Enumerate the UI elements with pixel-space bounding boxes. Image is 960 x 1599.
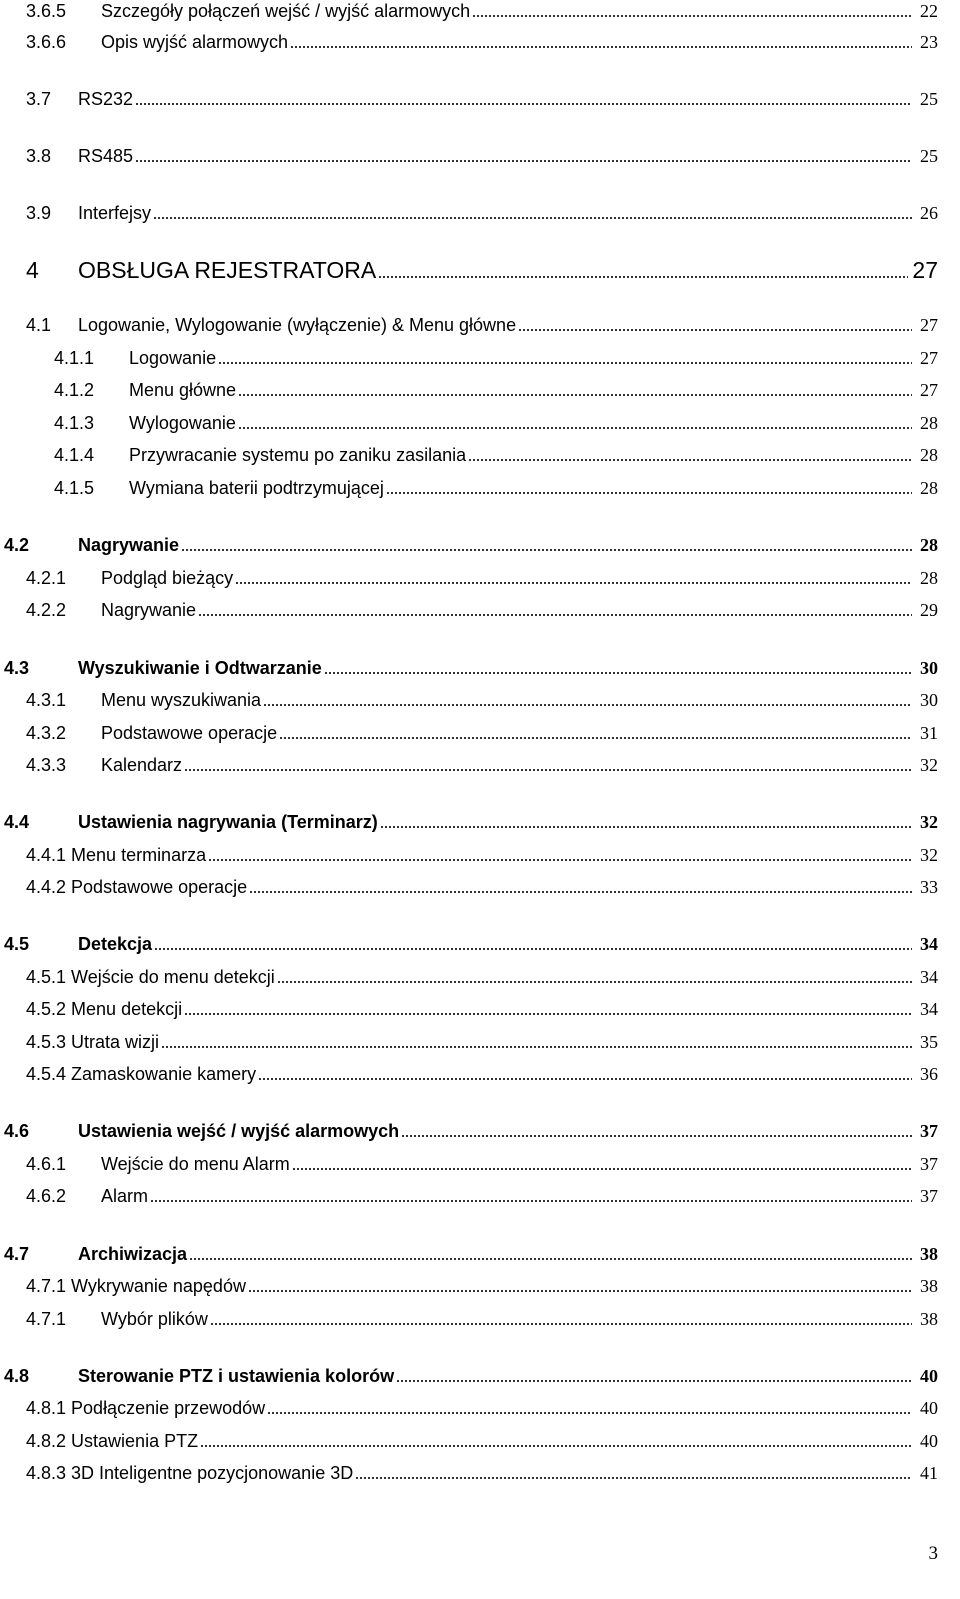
toc-leader — [129, 344, 912, 372]
toc-entry-number: 4.3.1 — [26, 690, 67, 710]
toc-leader — [26, 1394, 912, 1422]
toc-entry-number: 4.1.2 — [54, 380, 95, 400]
toc-leader — [78, 531, 912, 559]
toc-entry-page: 28 — [920, 413, 938, 433]
toc-entry-section[interactable] — [0, 531, 960, 559]
toc-leader — [26, 963, 912, 991]
toc-entry-page: 28 — [920, 445, 938, 465]
toc-entry-title: 4.5.3 Utrata wizji — [26, 1028, 161, 1056]
toc-entry-page: 27 — [920, 315, 938, 335]
toc-entry-page: 35 — [920, 1032, 938, 1052]
toc-leader — [78, 311, 912, 339]
toc-entry-title: Menu główne — [129, 376, 238, 404]
toc-entry-title: Kalendarz — [101, 751, 184, 779]
toc-entry-title: 4.4.1 Menu terminarza — [26, 841, 208, 869]
toc-entry-title: Opis wyjść alarmowych — [101, 28, 290, 56]
toc-entry-section[interactable] — [0, 808, 960, 836]
toc-entry-page: 36 — [920, 1064, 938, 1084]
toc-entry-page: 34 — [920, 934, 938, 954]
toc-leader — [78, 1362, 912, 1390]
toc-entry-title: Wyszukiwanie i Odtwarzanie — [78, 654, 324, 682]
toc-entry[interactable] — [0, 963, 960, 991]
toc-entry-title: RS232 — [78, 85, 135, 113]
toc-entry-title: OBSŁUGA REJESTRATORA — [78, 254, 378, 286]
toc-entry[interactable] — [0, 841, 960, 869]
toc-leader — [78, 199, 912, 227]
toc-leader — [129, 376, 912, 404]
toc-entry-title: Sterowanie PTZ i ustawienia kolorów — [78, 1362, 396, 1390]
toc-leader — [129, 441, 912, 469]
toc-leader — [26, 1272, 912, 1300]
toc-leader — [78, 1117, 912, 1145]
toc-entry-number: 4.8 — [4, 1366, 30, 1386]
toc-entry[interactable] — [0, 199, 960, 227]
toc-leader — [101, 0, 912, 25]
toc-leader — [101, 751, 912, 779]
toc-entry-title: 4.8.1 Podłączenie przewodów — [26, 1394, 267, 1422]
toc-entry-page: 34 — [920, 999, 938, 1019]
toc-leader — [26, 873, 912, 901]
toc-entry-number: 4.4 — [4, 812, 30, 832]
toc-entry-page: 41 — [920, 1463, 938, 1483]
toc-entry-page: 37 — [920, 1186, 938, 1206]
toc-entry-title: Archiwizacja — [78, 1240, 189, 1268]
toc-leader — [26, 1060, 912, 1088]
toc-entry[interactable] — [0, 474, 960, 502]
toc-entry-page: 26 — [920, 203, 938, 223]
toc-entry-title: Szczegóły połączeń wejść / wyjść alarmowych — [101, 0, 472, 25]
toc-entry-title: Logowanie, Wylogowanie (wyłączenie) & Menu główne — [78, 311, 518, 339]
toc-entry[interactable] — [0, 1305, 960, 1333]
toc-entry[interactable] — [0, 1427, 960, 1455]
toc-entry[interactable] — [0, 1459, 960, 1487]
toc-leader — [101, 1182, 912, 1210]
toc-entry-page: 31 — [920, 723, 938, 743]
toc-entry-page: 32 — [920, 845, 938, 865]
toc-entry[interactable] — [0, 1272, 960, 1300]
toc-entry-section[interactable] — [0, 1240, 960, 1268]
toc-entry-title: 4.4.2 Podstawowe operacje — [26, 873, 249, 901]
toc-entry-number: 4.2.2 — [26, 600, 67, 620]
toc-leader — [129, 409, 912, 437]
toc-entry[interactable] — [0, 1028, 960, 1056]
toc-entry-number: 4.7 — [4, 1244, 30, 1264]
toc-entry-title: Wylogowanie — [129, 409, 238, 437]
toc-entry-page: 38 — [920, 1276, 938, 1296]
toc-entry[interactable] — [0, 1182, 960, 1210]
toc-entry-page: 38 — [920, 1309, 938, 1329]
toc-entry-page: 37 — [920, 1121, 938, 1141]
toc-entry[interactable] — [0, 995, 960, 1023]
toc-entry-title: Interfejsy — [78, 199, 153, 227]
toc-entry-number: 3.9 — [26, 203, 52, 223]
toc-entry-number: 3.7 — [26, 89, 52, 109]
toc-leader — [26, 1459, 912, 1487]
toc-entry-page: 22 — [920, 1, 938, 21]
toc-entry-page: 25 — [920, 89, 938, 109]
toc-leader — [78, 654, 912, 682]
toc-leader — [129, 474, 912, 502]
toc-leader — [101, 28, 912, 56]
toc-entry-number: 4.2 — [4, 535, 30, 555]
toc-entry[interactable] — [0, 686, 960, 714]
toc-leader — [78, 808, 912, 836]
toc-entry[interactable] — [0, 85, 960, 113]
toc-entry-number: 3.8 — [26, 146, 52, 166]
toc-entry-number: 4.5 — [4, 934, 30, 954]
toc-entry-page: 27 — [920, 348, 938, 368]
toc-entry-title: 4.8.3 3D Inteligentne pozycjonowanie 3D — [26, 1459, 355, 1487]
toc-leader — [26, 995, 912, 1023]
toc-entry[interactable] — [0, 873, 960, 901]
toc-entry-title: Detekcja — [78, 930, 154, 958]
toc-entry-number: 4.2.1 — [26, 568, 67, 588]
toc-entry-chapter[interactable] — [0, 254, 960, 286]
toc-entry-section[interactable] — [0, 1117, 960, 1145]
toc-entry[interactable] — [0, 376, 960, 404]
toc-entry-page: 23 — [920, 32, 938, 52]
toc-leader — [101, 686, 912, 714]
toc-entry[interactable] — [0, 344, 960, 372]
toc-entry-title: 4.7.1 Wykrywanie napędów — [26, 1272, 248, 1300]
toc-entry-title: Nagrywanie — [101, 596, 198, 624]
page-number: 3 — [928, 1543, 938, 1564]
toc-entry-page: 28 — [920, 535, 938, 555]
toc-entry-page: 29 — [920, 600, 938, 620]
toc-entry[interactable] — [0, 142, 960, 170]
toc-leader — [26, 841, 912, 869]
toc-entry[interactable] — [0, 564, 960, 592]
toc-entry[interactable] — [0, 1150, 960, 1178]
toc-leader — [78, 254, 908, 286]
toc-entry-title: 4.8.2 Ustawienia PTZ — [26, 1427, 200, 1455]
toc-entry-number: 4.3 — [4, 658, 30, 678]
toc-entry[interactable] — [0, 28, 960, 56]
toc-entry-title: RS485 — [78, 142, 135, 170]
toc-entry[interactable] — [0, 311, 960, 339]
toc-entry-page: 28 — [920, 568, 938, 588]
toc-entry-number: 4.6.1 — [26, 1154, 67, 1174]
toc-entry-number: 4.1 — [26, 315, 52, 335]
toc-entry-number: 4.1.5 — [54, 478, 95, 498]
toc-entry-number: 3.6.6 — [26, 32, 67, 52]
toc-entry-title: Wymiana baterii podtrzymującej — [129, 474, 386, 502]
toc-entry-title: 4.5.1 Wejście do menu detekcji — [26, 963, 277, 991]
toc-leader — [101, 1305, 912, 1333]
toc-entry-title: Nagrywanie — [78, 531, 181, 559]
toc-entry[interactable] — [0, 1394, 960, 1422]
toc-entry[interactable] — [0, 441, 960, 469]
toc-entry-page: 30 — [920, 690, 938, 710]
toc-entry-title: Ustawienia nagrywania (Terminarz) — [78, 808, 380, 836]
toc-entry-page: 32 — [920, 812, 938, 832]
toc-entry-number: 4.7.1 — [26, 1309, 67, 1329]
toc-entry-title: 4.5.4 Zamaskowanie kamery — [26, 1060, 258, 1088]
toc-leader — [101, 1150, 912, 1178]
toc-leader — [101, 596, 912, 624]
toc-entry-page: 37 — [920, 1154, 938, 1174]
toc-entry-number: 4.1.1 — [54, 348, 95, 368]
toc-leader — [26, 1028, 912, 1056]
toc-leader — [78, 930, 912, 958]
toc-entry-page: 28 — [920, 478, 938, 498]
toc-entry-section[interactable] — [0, 930, 960, 958]
toc-entry-title: Przywracanie systemu po zaniku zasilania — [129, 441, 468, 469]
toc-entry-number: 4.1.3 — [54, 413, 95, 433]
toc-entry-number: 4 — [26, 257, 39, 283]
toc-entry[interactable] — [0, 751, 960, 779]
toc-entry-title: Wejście do menu Alarm — [101, 1150, 292, 1178]
toc-entry-page: 40 — [920, 1431, 938, 1451]
toc-entry[interactable] — [0, 596, 960, 624]
toc-entry-page: 40 — [920, 1366, 938, 1386]
toc-entry-section[interactable] — [0, 654, 960, 682]
toc-entry-page: 32 — [920, 755, 938, 775]
toc-entry-page: 27 — [912, 257, 938, 283]
toc-entry-title: Podgląd bieżący — [101, 564, 235, 592]
toc-entry-number: 3.6.5 — [26, 1, 67, 21]
toc-leader — [101, 564, 912, 592]
toc-entry[interactable] — [0, 1060, 960, 1088]
toc-entry-page: 27 — [920, 380, 938, 400]
toc-entry-number: 4.3.3 — [26, 755, 67, 775]
toc-leader — [26, 1427, 912, 1455]
toc-entry-page: 40 — [920, 1398, 938, 1418]
toc-entry-title: Ustawienia wejść / wyjść alarmowych — [78, 1117, 401, 1145]
toc-entry-page: 25 — [920, 146, 938, 166]
toc-entry[interactable] — [0, 409, 960, 437]
toc-entry-title: Logowanie — [129, 344, 218, 372]
toc-entry-title: Podstawowe operacje — [101, 719, 279, 747]
toc-entry-title: Wybór plików — [101, 1305, 210, 1333]
toc-entry-number: 4.1.4 — [54, 445, 95, 465]
toc-entry-section[interactable] — [0, 1362, 960, 1390]
toc-entry[interactable] — [0, 0, 960, 25]
toc-leader — [78, 85, 912, 113]
toc-entry-title: Alarm — [101, 1182, 150, 1210]
toc-entry-number: 4.3.2 — [26, 723, 67, 743]
toc-leader — [78, 142, 912, 170]
toc-entry-number: 4.6 — [4, 1121, 30, 1141]
toc-entry-title: 4.5.2 Menu detekcji — [26, 995, 184, 1023]
toc-entry[interactable] — [0, 719, 960, 747]
toc-entry-title: Menu wyszukiwania — [101, 686, 263, 714]
toc-entry-number: 4.6.2 — [26, 1186, 67, 1206]
toc-leader — [101, 719, 912, 747]
toc-entry-page: 38 — [920, 1244, 938, 1264]
toc-entry-page: 33 — [920, 877, 938, 897]
toc-leader — [78, 1240, 912, 1268]
toc-entry-page: 34 — [920, 967, 938, 987]
toc-entry-page: 30 — [920, 658, 938, 678]
